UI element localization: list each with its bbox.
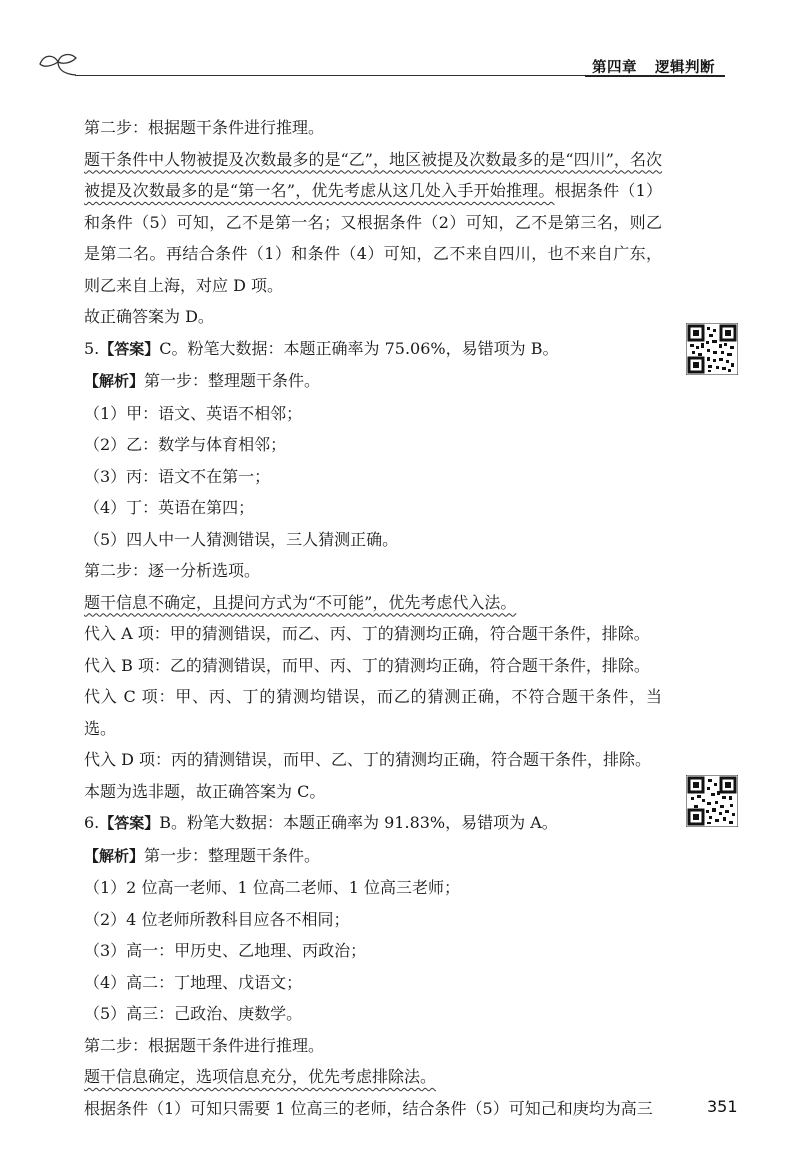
- q5-answer-line: [52, 333, 662, 366]
- q5-analysis-line: [52, 365, 662, 398]
- chapter-title: 逻辑判断: [655, 60, 715, 76]
- q5-answer-tag: 【答案】: [99, 339, 160, 358]
- q6-number: 6.: [84, 813, 100, 832]
- leaf-ornament-icon: [36, 50, 80, 80]
- q5-condition-1: （1）甲：语文、英语不相邻；: [84, 403, 303, 423]
- q5-hint: 题干信息不确定，且提问方式为“不可能”，优先考虑代入法。: [84, 592, 517, 612]
- q6-answer-tag: 【答案】: [99, 814, 160, 832]
- q6-condition-1: （1）2 位高一老师、1 位高二老师、1 位高三老师；: [84, 878, 460, 897]
- page-body: [52, 112, 662, 1124]
- q6-answer-line: [52, 807, 662, 840]
- chapter-heading: [592, 56, 742, 77]
- page-number: 351: [707, 1097, 738, 1116]
- q6-hint: 题干信息确定，选项信息充分，优先考虑排除法。: [84, 1067, 437, 1086]
- q5-analysis-tag: 【解析】: [84, 372, 145, 390]
- q5-option-d: 代入 D 项：丙的猜测错误，而甲、乙、丁的猜测均正确，符合题干条件，排除。: [84, 750, 652, 769]
- q5-option-b: 代入 B 项：乙的猜测错误，而甲、丙、丁的猜测均正确，符合题干条件，排除。: [84, 655, 650, 675]
- q6-analysis-line: [52, 840, 662, 873]
- q5-analysis-text: 第一步：整理题干条件。: [144, 371, 321, 390]
- q5-hint-line: [52, 587, 662, 619]
- qr-code-icon: [686, 775, 738, 827]
- q5-condition-4: （4）丁：英语在第四；: [84, 498, 255, 517]
- q6-condition-3: （3）高一：甲历史、乙地理、丙政治；: [84, 941, 367, 960]
- answer-conclusion: 故正确答案为 D。: [84, 307, 214, 326]
- q6-answer-text: B。粉笔大数据：本题正确率为 91.83%，易错项为 A。: [159, 813, 558, 832]
- chapter-number: 第四章: [592, 60, 637, 76]
- qr-code-icon: [686, 323, 738, 375]
- underlined-hint: 题干条件中人物被提及次数最多的是“乙”，地区被提及次数最多的是“四川”，名次被提及次数最多的是“第一名”，优先考虑从这几处入手开始推理。: [84, 149, 662, 200]
- q5-option-c: 代入 C 项：甲、丙、丁的猜测均错误，而乙的猜测正确，不符合题干条件，当选。: [84, 687, 662, 738]
- q6-last-line: 根据条件（1）可知只需要 1 位高三的老师，结合条件（5）可知己和庚均为高三: [84, 1098, 653, 1118]
- q6-hint-line: [52, 1061, 662, 1093]
- reasoning-text: 根据条件（1）和条件（5）可知，乙不是第一名；又根据条件（2）可知，乙不是第三名，则乙是第二名。再结合条件（1）和条件（4）可知，乙不来自四川，也不来自广东，则乙来自上海，对应 D 项。: [84, 181, 662, 295]
- q6-condition-2: （2）4 位老师所教科目应各不相同；: [84, 909, 350, 929]
- page-header: [0, 0, 800, 90]
- q5-condition-5: （5）四人中一人猜测错误，三人猜测正确。: [84, 529, 399, 549]
- q5-step-two: 第二步：逐一分析选项。: [84, 561, 261, 580]
- header-rule: [75, 75, 585, 76]
- q5-option-a: 代入 A 项：甲的猜测错误，而乙、丙、丁的猜测均正确，符合题干条件，排除。: [84, 624, 650, 643]
- q5-conclusion: 本题为选非题，故正确答案为 C。: [84, 781, 326, 801]
- q5-condition-3: （3）丙：语文不在第一；: [84, 466, 271, 486]
- q6-condition-4: （4）高二：丁地理、戊语文；: [84, 972, 303, 992]
- q5-condition-2: （2）乙：数学与体育相邻；: [84, 435, 287, 454]
- q6-analysis-tag: 【解析】: [84, 846, 145, 865]
- q5-answer-text: C。粉笔大数据：本题正确率为 75.06%，易错项为 B。: [159, 338, 559, 358]
- q5-number: 5.: [84, 338, 100, 358]
- q6-condition-5: （5）高三：己政治、庚数学。: [84, 1004, 303, 1023]
- step-two-line: 第二步：根据题干条件进行推理。: [84, 118, 325, 137]
- q6-analysis-text: 第一步：整理题干条件。: [144, 845, 321, 865]
- q6-step-two: 第二步：根据题干条件进行推理。: [84, 1035, 325, 1055]
- reasoning-paragraph: [52, 144, 662, 302]
